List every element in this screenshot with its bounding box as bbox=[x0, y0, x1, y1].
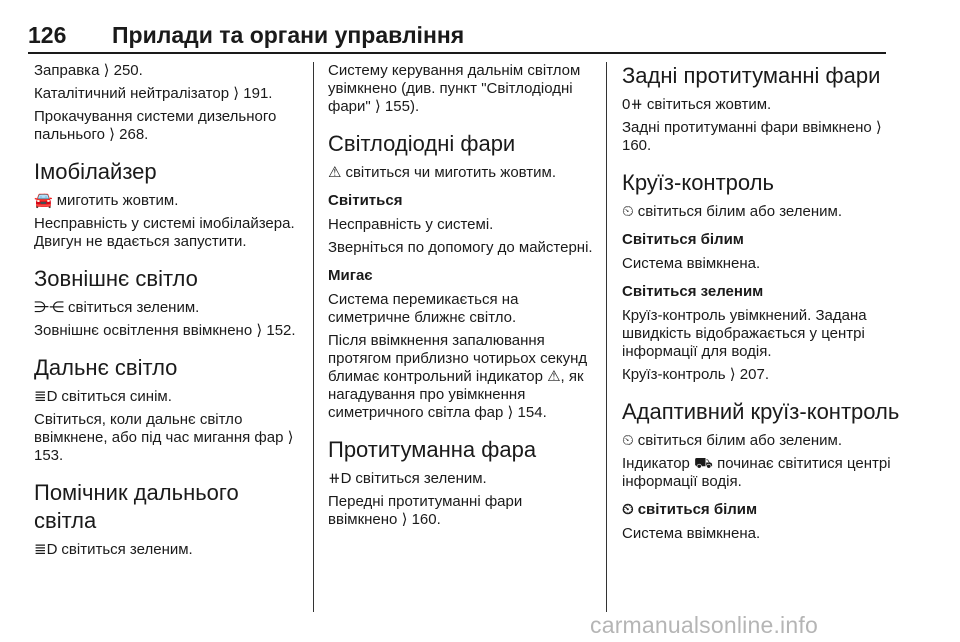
high-beam-assist-icon: ≣D bbox=[34, 541, 58, 558]
paragraph: Систему керування дальнім світлом увімкнено (див. пункт "Світлодіодні фари" ⟩ 155). bbox=[328, 62, 581, 115]
page-title: Прилади та органи управління bbox=[112, 22, 465, 48]
section-heading: Задні протитуманні фари bbox=[622, 63, 881, 88]
cruise-control-icon: ⏲ bbox=[622, 203, 634, 220]
fog-light-icon: ⧺D bbox=[328, 470, 352, 487]
paragraph: Світиться, коли дальнє світло ввімкнене, або під час мигання фар ⟩ 153. bbox=[34, 411, 294, 464]
paragraph: Заправка ⟩ 250. bbox=[34, 62, 143, 79]
icon-description: світиться зеленим. bbox=[61, 541, 193, 558]
paragraph: Система ввімкнена. bbox=[622, 525, 761, 542]
column-3 bbox=[622, 62, 902, 548]
page-header bbox=[28, 18, 886, 54]
subsection-heading: світиться білим bbox=[637, 501, 758, 518]
column-2 bbox=[328, 62, 594, 534]
exterior-light-icon: ⋺⋲ bbox=[34, 299, 64, 316]
column-1 bbox=[34, 62, 300, 564]
icon-description: світиться зеленим. bbox=[68, 299, 200, 316]
paragraph: Несправність у системі імобілайзера. Двигун не вдається запустити. bbox=[34, 215, 295, 250]
paragraph: Круїз-контроль увімкнений. Задана швидкість відображається у центрі інформації для водія. bbox=[622, 307, 867, 360]
section-heading: Адаптивний круїз-контроль bbox=[622, 399, 900, 424]
section-heading: Помічник дальнього світла bbox=[34, 480, 239, 533]
watermark: carmanualsonline.info bbox=[590, 612, 818, 638]
paragraph: Система перемикається на симетричне ближнє світло. bbox=[328, 291, 519, 326]
section-heading: Круїз-контроль bbox=[622, 170, 774, 195]
high-beam-icon: ≣D bbox=[34, 388, 58, 405]
section-heading: Світлодіодні фари bbox=[328, 131, 516, 156]
subsection-heading: Світиться білим bbox=[622, 231, 744, 248]
section-heading: Протитуманна фара bbox=[328, 437, 537, 462]
subsection-heading: Світиться bbox=[328, 192, 403, 209]
paragraph: Індикатор ⛟ починає світитися центрі інформації водія. bbox=[622, 455, 891, 490]
paragraph: Каталітичний нейтралізатор ⟩ 191. bbox=[34, 85, 273, 102]
subsection-heading: Світиться зеленим bbox=[622, 283, 764, 300]
icon-description: світиться жовтим. bbox=[646, 96, 772, 113]
section-heading: Зовнішнє світло bbox=[34, 266, 198, 291]
rear-fog-light-icon: 0⧺ bbox=[622, 96, 643, 113]
paragraph: Передні протитуманні фари ввімкнено ⟩ 160. bbox=[328, 493, 523, 528]
icon-description: світиться зеленим. bbox=[355, 470, 487, 487]
paragraph: Задні протитуманні фари ввімкнено ⟩ 160. bbox=[622, 119, 882, 154]
immobilizer-icon: 🚘 bbox=[34, 192, 53, 209]
page-number: 126 bbox=[28, 22, 67, 48]
adaptive-cruise-icon: ⏲ bbox=[622, 432, 634, 449]
column-divider bbox=[606, 62, 607, 612]
icon-description: миготить жовтим. bbox=[56, 192, 179, 209]
section-heading: Дальнє світло bbox=[34, 355, 178, 380]
led-headlight-icon: ⚠ bbox=[328, 164, 342, 181]
column-divider bbox=[313, 62, 314, 612]
paragraph: Прокачування системи дизельного пальнього ⟩ 268. bbox=[34, 108, 277, 143]
cruise-control-icon: ⏲ bbox=[622, 501, 634, 518]
icon-description: світиться синім. bbox=[61, 388, 172, 405]
paragraph: Система ввімкнена. bbox=[622, 255, 761, 272]
section-heading: Імобілайзер bbox=[34, 159, 157, 184]
icon-description: світиться білим або зеленим. bbox=[637, 432, 842, 449]
subsection-heading: Мигає bbox=[328, 267, 373, 284]
paragraph: Зовнішнє освітлення ввімкнено ⟩ 152. bbox=[34, 322, 296, 339]
icon-description: світиться білим або зеленим. bbox=[637, 203, 842, 220]
icon-description: світиться чи миготить жовтим. bbox=[345, 164, 557, 181]
paragraph: Зверніться по допомогу до майстерні. bbox=[328, 239, 593, 256]
paragraph: Несправність у системі. bbox=[328, 216, 494, 233]
paragraph: Круїз-контроль ⟩ 207. bbox=[622, 366, 769, 383]
paragraph: Після ввімкнення запалювання протягом приблизно чотирьох секунд блимає контрольний індикатор ⚠, як нагадування про увімкнення симетричного світла фар ⟩ 154. bbox=[328, 332, 588, 421]
